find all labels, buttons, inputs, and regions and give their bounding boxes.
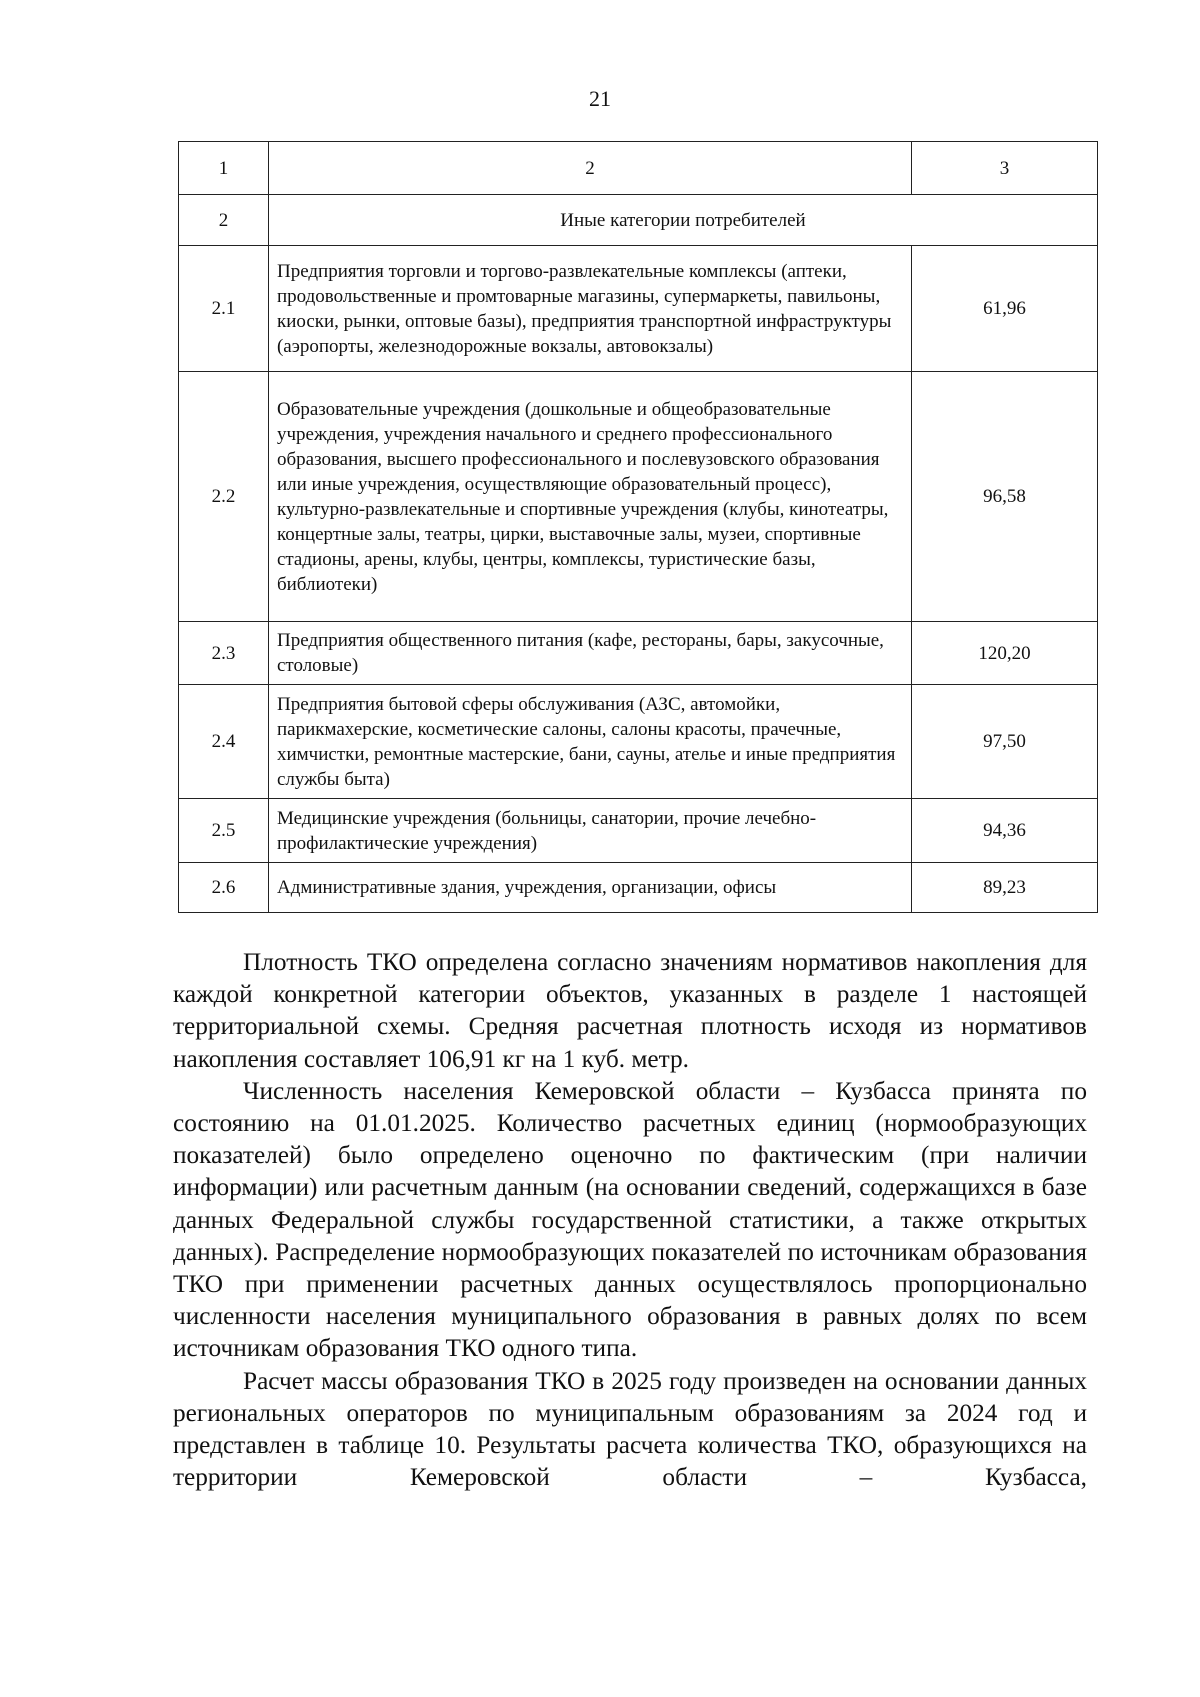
- norms-table: [178, 141, 1098, 913]
- row-number: 2.5: [179, 799, 269, 863]
- row-number: 2.4: [179, 685, 269, 799]
- body-text: [173, 946, 1087, 1493]
- row-value: 97,50: [912, 685, 1098, 799]
- table-header-row: [179, 142, 1098, 195]
- row-number: 2.3: [179, 622, 269, 685]
- paragraph-density: Плотность ТКО определена согласно значениям нормативов накопления для каждой конкретной категории объектов, указанных в разделе 1 настоящей территориальной схемы. Средняя расчетная плотность исходя из нормативов накопления составляет 106,91 кг на 1 куб. метр.: [173, 948, 1087, 1073]
- row-number: 2.6: [179, 863, 269, 913]
- row-value: 120,20: [912, 622, 1098, 685]
- table-row: [179, 246, 1098, 372]
- header-cell-2: 2: [268, 142, 911, 195]
- table-row: [179, 799, 1098, 863]
- section-number: 2: [179, 195, 269, 246]
- table-row: [179, 372, 1098, 622]
- paragraph-calculation: Расчет массы образования ТКО в 2025 году произведен на основании данных региональных операторов по муниципальным образованиям за 2024 год и представлен в таблице 10. Результаты расчета количества ТКО, образующихся на территории Кемеровской области – Кузбасса,: [173, 1366, 1087, 1492]
- row-description: Образовательные учреждения (дошкольные и общеобразовательные учреждения, учреждения начального и среднего профессионального образования, высшего профессионального и послевузовского образования или иные учреждения, осуществляющие образовательный процесс), культурно-развлекательные и спортивные учреждения (клубы, кинотеатры, концертные залы, театры, цирки, выставочные залы, музеи, спортивные стадионы, арены, клубы, центры, комплексы, туристические базы, библиотеки): [268, 372, 911, 622]
- page-number: 21: [589, 86, 611, 111]
- section-row: [179, 195, 1098, 246]
- row-description: Предприятия бытовой сферы обслуживания (АЗС, автомойки, парикмахерские, косметические салоны, салоны красоты, прачечные, химчистки, ремонтные мастерские, бани, сауны, ателье и иные предприятия службы быта): [268, 685, 911, 799]
- paragraph-population: Численность населения Кемеровской области – Кузбасса принята по состоянию на 01.01.2025. Количество расчетных единиц (нормообразующих показателей) было определено оценочно по фактическим (при наличии информации) или расчетным данным (на основании сведений, содержащихся в базе данных Федеральной службы государственной статистики, а также открытых данных). Распределение нормообразующих показателей по источникам образования ТКО при применении расчетных данных осуществлялось пропорционально численности населения муниципального образования в равных долях по всем источникам образования ТКО одного типа.: [173, 1076, 1087, 1363]
- header-cell-3: 3: [912, 142, 1098, 195]
- row-value: 61,96: [912, 246, 1098, 372]
- table-row: [179, 685, 1098, 799]
- row-value: 89,23: [912, 863, 1098, 913]
- section-title: Иные категории потребителей: [268, 195, 1097, 246]
- row-description: Предприятия общественного питания (кафе, рестораны, бары, закусочные, столовые): [268, 622, 911, 685]
- row-number: 2.1: [179, 246, 269, 372]
- table-row: [179, 863, 1098, 913]
- row-description: Административные здания, учреждения, организации, офисы: [268, 863, 911, 913]
- row-number: 2.2: [179, 372, 269, 622]
- row-description: Предприятия торговли и торгово-развлекательные комплексы (аптеки, продовольственные и промтоварные магазины, супермаркеты, павильоны, киоски, рынки, оптовые базы), предприятия транспортной инфраструктуры (аэропорты, железнодорожные вокзалы, автовокзалы): [268, 246, 911, 372]
- row-value: 96,58: [912, 372, 1098, 622]
- header-cell-1: 1: [179, 142, 269, 195]
- table-row: [179, 622, 1098, 685]
- row-description: Медицинские учреждения (больницы, санатории, прочие лечебно-профилактические учреждения): [268, 799, 911, 863]
- row-value: 94,36: [912, 799, 1098, 863]
